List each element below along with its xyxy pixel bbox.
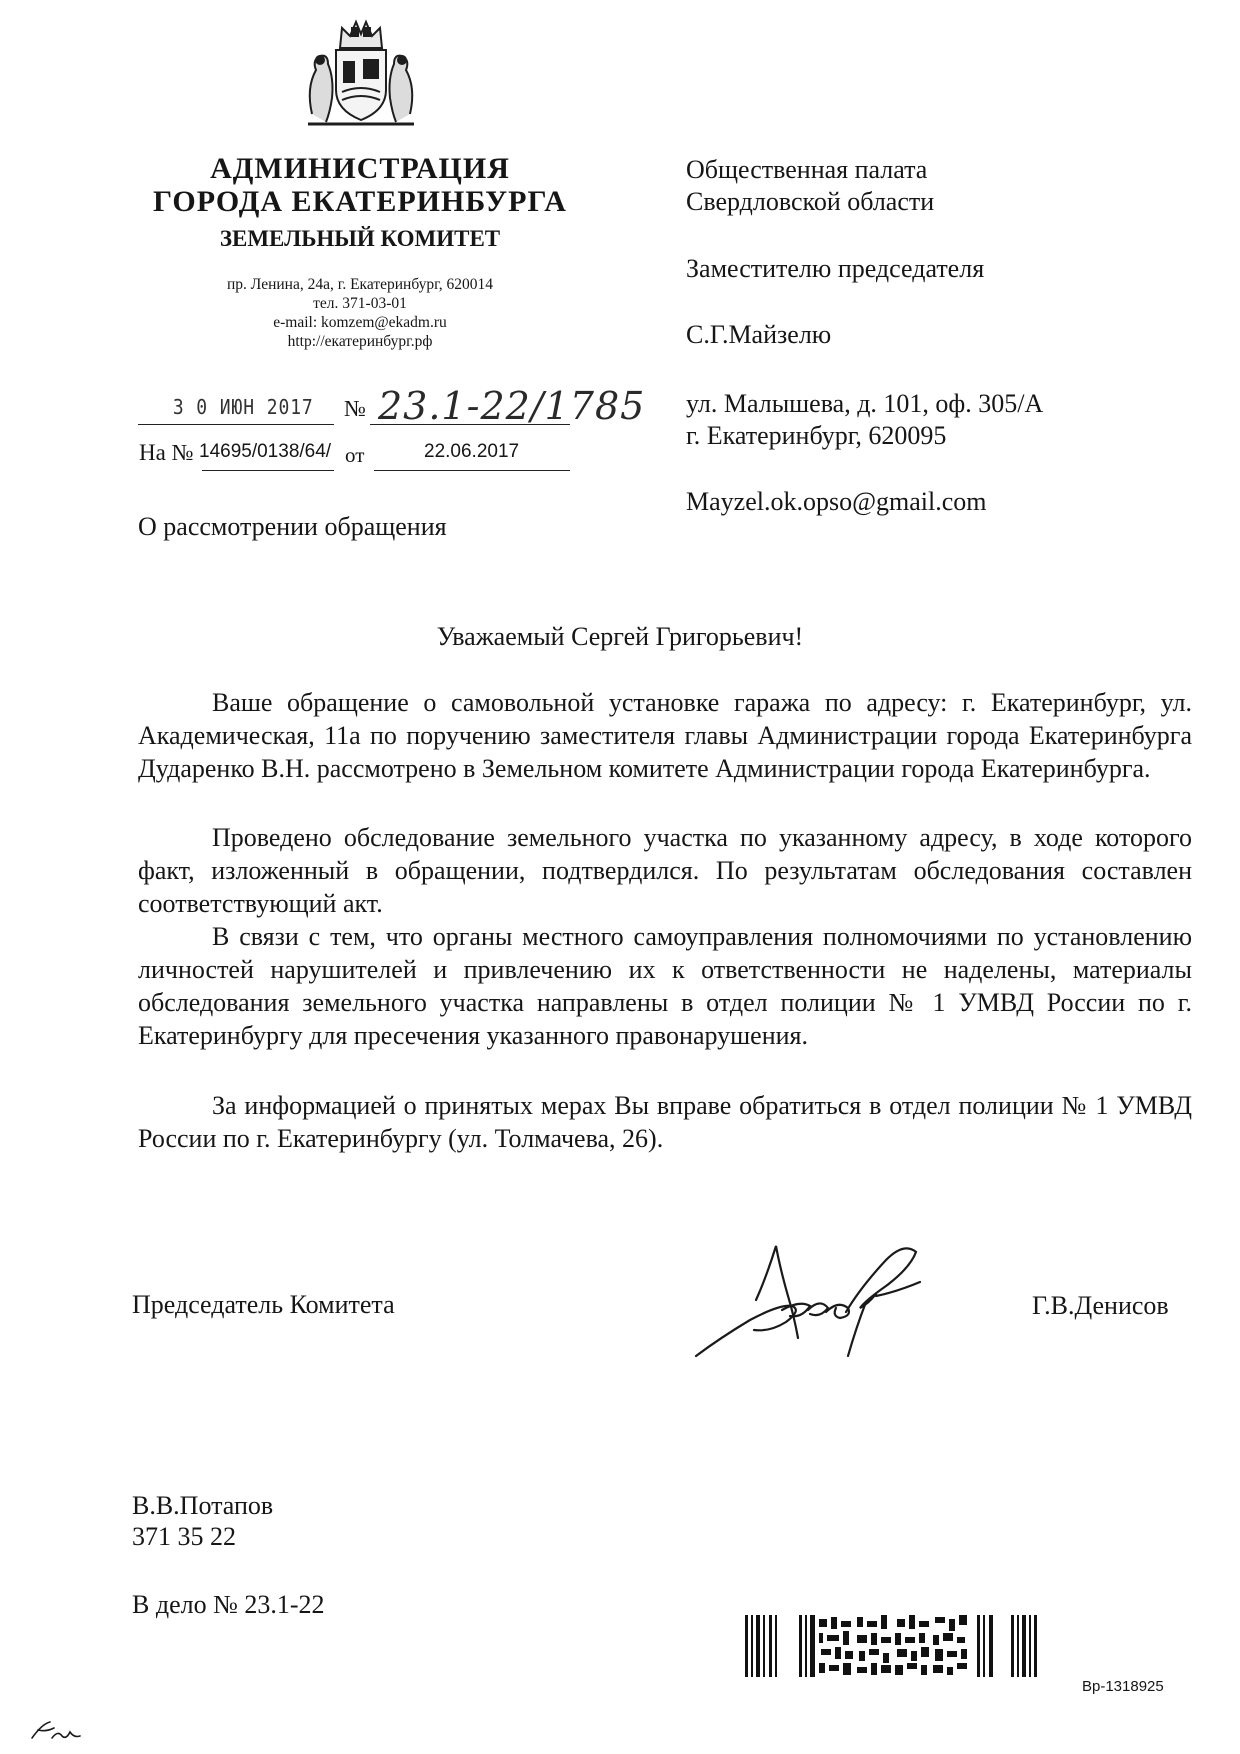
handwritten-mark-icon [28, 1718, 88, 1746]
incoming-date-value: 22.06.2017 [424, 441, 520, 462]
emblem-icon [302, 18, 420, 128]
body-paragraph-4-text: За информацией о принятых мерах Вы вправе обратиться в отдел полиции № 1 УМВД России по г. Екатеринбургу (ул. Толмачева, 26). [138, 1091, 1192, 1153]
recipient-org-line1: Общественная палата [686, 155, 928, 184]
signatory-role: Председатель Комитета [132, 1290, 395, 1319]
body-paragraph-3 [138, 920, 1192, 1052]
recipient-email: Mayzel.ok.opso@gmail.com [686, 487, 987, 516]
org-name-line1: АДМИНИСТРАЦИЯ [210, 152, 510, 185]
file-note: В дело № 23.1-22 [132, 1590, 325, 1619]
incoming-date-label: от [345, 443, 365, 467]
recipient-position: Заместителю председателя [686, 254, 985, 283]
incoming-number-value: 14695/0138/64/ [199, 441, 332, 462]
executor-name: В.В.Потапов [132, 1491, 274, 1520]
org-email: e-mail: komzem@ekadm.ru [273, 314, 447, 331]
greeting: Уважаемый Сергей Григорьевич! [436, 622, 804, 651]
recipient-name: С.Г.Майзелю [686, 320, 832, 349]
org-address: пр. Ленина, 24а, г. Екатеринбург, 620014 [227, 276, 493, 293]
barcode-icon [745, 1615, 1075, 1677]
recipient-address-line2: г. Екатеринбург, 620095 [686, 421, 947, 450]
recipient-address-line1: ул. Малышева, д. 101, оф. 305/А [686, 389, 1044, 418]
registration-date-stamp: 3 0 ИЮН 2017 [172, 395, 314, 419]
org-name-line2: ГОРОДА ЕКАТЕРИНБУРГА [153, 185, 567, 218]
recipient-org-line2: Свердловской области [686, 187, 935, 216]
from-underline [374, 470, 570, 471]
org-website: http://екатеринбург.рф [287, 333, 433, 350]
org-phone: тел. 371-03-01 [313, 295, 407, 312]
barcode-number: Вр-1318925 [1082, 1678, 1164, 1695]
registration-number-value: 23.1-22/1785 [378, 384, 646, 428]
letter-subject: О рассмотрении обращения [138, 512, 447, 541]
body-paragraph-1 [138, 686, 1192, 785]
body-paragraph-2 [138, 821, 1192, 920]
signature-icon [690, 1238, 940, 1368]
signatory-name: Г.В.Денисов [1032, 1291, 1169, 1320]
body-paragraph-1-text: Ваше обращение о самовольной установке гаража по адресу: г. Екатеринбург, ул. Академическая, 11а по поручению заместителя главы Администрации города Екатеринбурга Дударенко В.Н. рассмотрено в Земельном комитете Администрации города Екатеринбурга. [138, 688, 1192, 783]
incoming-underline [202, 470, 334, 471]
number-underline [370, 424, 570, 425]
date-underline [138, 424, 334, 425]
body-paragraph-2-text: Проведено обследование земельного участка по указанному адресу, в ходе которого факт, изложенный в обращении, подтвердился. По результатам обследования составлен соответствующий акт. [138, 823, 1192, 918]
body-paragraph-3-text: В связи с тем, что органы местного самоуправления полномочиями по установлению личностей нарушителей и привлечению их к ответственности не наделены, материалы обследования земельного участка направлены в отдел полиции № 1 УМВД России по г. Екатеринбургу для пресечения указанного правонарушения. [138, 922, 1192, 1050]
incoming-number-label: На № [139, 440, 194, 465]
executor-phone: 371 35 22 [132, 1522, 236, 1551]
registration-number-label: № [344, 396, 366, 421]
department-name: ЗЕМЕЛЬНЫЙ КОМИТЕТ [219, 226, 501, 251]
body-paragraph-4 [138, 1089, 1192, 1155]
